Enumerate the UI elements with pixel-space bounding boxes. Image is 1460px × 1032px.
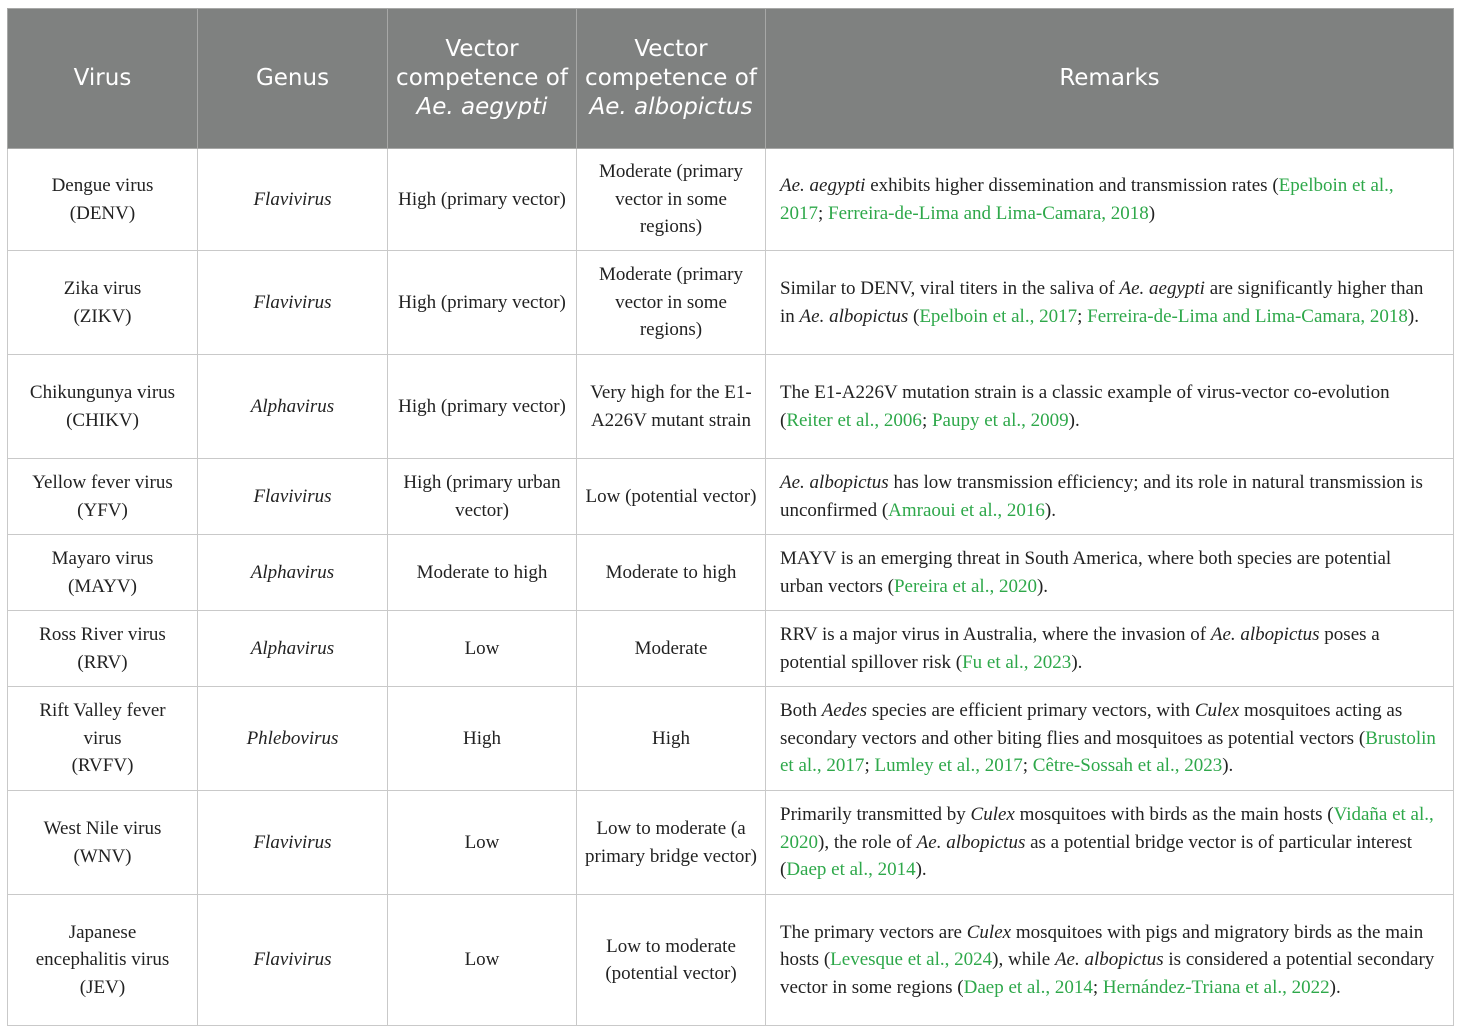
cell-aegypti-competence: Low — [388, 611, 577, 687]
cell-genus: Flavivirus — [198, 459, 388, 535]
cell-genus: Flavivirus — [198, 791, 388, 895]
citation-link[interactable]: Levesque et al., 2024 — [830, 949, 993, 971]
virus-name-line: Mayaro virus — [51, 548, 154, 569]
remark-text: ). — [1071, 651, 1083, 673]
citation-link[interactable]: Cêtre-Sossah et al., 2023 — [1032, 755, 1223, 777]
species-name: Ae. aegypti — [1119, 278, 1205, 299]
remark-text: as a potential bridge vector is of particular interest ( — [780, 831, 1413, 881]
table-row — [8, 611, 1454, 687]
citation-link[interactable]: Hernández-Triana et al., 2022 — [1102, 976, 1330, 998]
remark-text: ). — [1044, 499, 1056, 521]
citation-link[interactable]: Brustolin et al., 2017 — [780, 727, 1436, 777]
header-remarks: Remarks — [766, 9, 1454, 149]
remark-text: ; — [818, 202, 829, 224]
virus-name-line: (JEV) — [79, 976, 126, 998]
virus-name-line: virus — [83, 727, 122, 749]
virus-name-line: (RVFV) — [71, 755, 134, 777]
citation-link[interactable]: Pereira et al., 2020 — [893, 575, 1037, 597]
virus-name-line: (ZIKV) — [73, 305, 132, 327]
cell-albopictus-competence: Moderate to high — [577, 535, 766, 611]
virus-name-line: (YFV) — [77, 499, 128, 521]
cell-remarks — [766, 791, 1454, 895]
header-virus: Virus — [8, 9, 198, 149]
remark-text: ; — [1077, 305, 1088, 327]
cell-remarks — [766, 687, 1454, 791]
cell-genus: Alphavirus — [198, 611, 388, 687]
table-body — [8, 149, 1454, 1026]
remark-text: The primary vectors are — [780, 921, 967, 943]
remark-text: poses a potential spillover risk ( — [780, 624, 1380, 673]
remark-text: ; — [1092, 976, 1103, 998]
cell-aegypti-competence: Low — [388, 895, 577, 1026]
cell-virus — [8, 895, 198, 1026]
virus-name-line: Zika virus — [63, 278, 142, 299]
remark-text: ). — [1068, 409, 1080, 431]
remark-text: ), the role of — [818, 831, 917, 853]
header-albopictus-prefix: Vector competence of — [585, 36, 757, 91]
cell-aegypti-competence: High (primary vector) — [388, 251, 577, 355]
table-row — [8, 149, 1454, 251]
cell-genus: Flavivirus — [198, 149, 388, 251]
table-row — [8, 459, 1454, 535]
cell-remarks — [766, 459, 1454, 535]
cell-remarks — [766, 535, 1454, 611]
table-row — [8, 687, 1454, 791]
remark-text: ( — [908, 305, 920, 327]
remark-text: ) — [1148, 202, 1156, 224]
remark-text: ; — [1022, 755, 1033, 777]
remark-text: ; — [864, 755, 875, 777]
species-name: Culex — [966, 921, 1012, 943]
remark-text: is considered a potential secondary vector in some regions ( — [780, 949, 1435, 998]
virus-name-line: Rift Valley fever — [39, 700, 166, 722]
cell-virus — [8, 149, 198, 251]
header-albopictus-species: Ae. albopictus — [589, 94, 753, 120]
cell-remarks — [766, 611, 1454, 687]
remark-text: mosquitoes with birds as the main hosts ( — [1014, 804, 1334, 826]
species-name: Ae. albopictus — [780, 472, 889, 493]
remark-text: mosquitoes with pigs and migratory birds as the main hosts ( — [780, 921, 1424, 971]
header-albopictus-competence — [577, 9, 766, 149]
remark-text: mosquitoes acting as secondary vectors and other biting flies and mosquitoes as potential vectors ( — [780, 700, 1403, 749]
remark-text: The E1-A226V mutation strain is a classic example of virus-vector co-evolution ( — [780, 382, 1390, 431]
remark-text: Both — [780, 700, 822, 722]
citation-link[interactable]: Lumley et al., 2017 — [874, 755, 1023, 777]
citation-link[interactable]: Epelboin et al., 2017 — [919, 305, 1078, 327]
cell-virus — [8, 791, 198, 895]
virus-name-line: Ross River virus — [39, 624, 166, 645]
cell-virus — [8, 687, 198, 791]
vector-competence-table — [7, 8, 1454, 1026]
citation-link[interactable]: Paupy et al., 2009 — [931, 409, 1069, 431]
header-aegypti-prefix: Vector competence of — [396, 36, 568, 91]
cell-genus: Flavivirus — [198, 895, 388, 1026]
virus-name-line: (MAYV) — [68, 575, 137, 597]
virus-name-line: Japanese — [68, 921, 137, 943]
remark-text: ). — [1407, 305, 1419, 327]
cell-virus — [8, 459, 198, 535]
citation-link[interactable]: Daep et al., 2014 — [786, 859, 916, 881]
cell-aegypti-competence: Low — [388, 791, 577, 895]
table-row — [8, 355, 1454, 459]
remark-text: has low transmission efficiency; and its role in natural transmission is unconfirmed ( — [780, 472, 1423, 521]
cell-albopictus-competence: High — [577, 687, 766, 791]
header-genus: Genus — [198, 9, 388, 149]
cell-genus: Phlebovirus — [198, 687, 388, 791]
cell-virus — [8, 611, 198, 687]
cell-albopictus-competence: Low to moderate (a primary bridge vector) — [577, 791, 766, 895]
cell-virus — [8, 535, 198, 611]
species-name: Ae. albopictus — [1054, 949, 1164, 971]
cell-remarks — [766, 251, 1454, 355]
citation-link[interactable]: Daep et al., 2014 — [963, 976, 1093, 998]
remark-text: ). — [1329, 976, 1341, 998]
remark-text: exhibits higher dissemination and transmission rates ( — [865, 175, 1279, 196]
virus-name-line: West Nile virus — [43, 818, 162, 839]
remark-text: are significantly higher than in — [780, 278, 1424, 327]
cell-remarks — [766, 355, 1454, 459]
remark-text: MAYV is an emerging threat in South America, where both species are potential urban vectors ( — [780, 548, 1392, 597]
species-name: Culex — [1194, 700, 1240, 722]
header-aegypti-species: Ae. aegypti — [416, 94, 548, 120]
header-row — [8, 9, 1454, 149]
species-name: Ae. albopictus — [1210, 624, 1320, 645]
species-name: Culex — [970, 804, 1015, 826]
remark-text: ). — [1036, 575, 1049, 597]
species-name: Aedes — [821, 700, 868, 722]
virus-name-line: Dengue virus — [51, 175, 154, 196]
remark-text: ; — [921, 409, 932, 431]
cell-albopictus-competence: Low to moderate (potential vector) — [577, 895, 766, 1026]
cell-aegypti-competence: Moderate to high — [388, 535, 577, 611]
cell-albopictus-competence: Moderate (primary vector in some regions) — [577, 251, 766, 355]
citation-link[interactable]: Ferreira-de-Lima and Lima-Camara, 2018 — [828, 202, 1149, 224]
species-name: Ae. albopictus — [799, 305, 909, 327]
cell-genus: Alphavirus — [198, 355, 388, 459]
cell-aegypti-competence: High (primary vector) — [388, 149, 577, 251]
table-header — [8, 9, 1454, 149]
cell-aegypti-competence: High (primary urban vector) — [388, 459, 577, 535]
citation-link[interactable]: Ferreira-de-Lima and Lima-Camara, 2018 — [1087, 305, 1408, 327]
cell-aegypti-competence: High — [388, 687, 577, 791]
citation-link[interactable]: Amraoui et al., 2016 — [888, 499, 1045, 521]
cell-aegypti-competence: High (primary vector) — [388, 355, 577, 459]
cell-albopictus-competence: Moderate (primary vector in some regions) — [577, 149, 766, 251]
cell-albopictus-competence: Low (potential vector) — [577, 459, 766, 535]
table-row — [8, 791, 1454, 895]
remark-text: Primarily transmitted by — [780, 804, 971, 826]
cell-albopictus-competence: Moderate — [577, 611, 766, 687]
virus-name-line: (DENV) — [69, 202, 136, 224]
virus-name-line: Chikungunya virus — [29, 382, 176, 403]
cell-virus — [8, 251, 198, 355]
table-row — [8, 535, 1454, 611]
virus-name-line: (CHIKV) — [66, 409, 139, 431]
cell-albopictus-competence: Very high for the E1-A226V mutant strain — [577, 355, 766, 459]
virus-name-line: (WNV) — [73, 845, 132, 867]
citation-link[interactable]: Vidaña et al., 2020 — [780, 804, 1434, 853]
remark-text: ), while — [992, 949, 1055, 971]
remark-text: RRV is a major virus in Australia, where the invasion of — [780, 624, 1211, 645]
header-aegypti-competence — [388, 9, 577, 149]
cell-genus: Alphavirus — [198, 535, 388, 611]
remark-text: Similar to DENV, viral titers in the saliva of — [780, 278, 1120, 299]
citation-link[interactable]: Reiter et al., 2006 — [786, 409, 922, 431]
remark-text: ). — [1222, 755, 1234, 777]
cell-remarks — [766, 149, 1454, 251]
species-name: Ae. aegypti — [780, 175, 866, 196]
species-name: Ae. albopictus — [916, 831, 1026, 853]
remark-text: species are efficient primary vectors, with — [867, 700, 1195, 722]
virus-name-line: Yellow fever virus — [32, 472, 173, 493]
cell-remarks — [766, 895, 1454, 1026]
cell-genus: Flavivirus — [198, 251, 388, 355]
virus-name-line: (RRV) — [77, 651, 128, 673]
citation-link[interactable]: Epelboin et al., 2017 — [780, 175, 1394, 224]
table-row — [8, 251, 1454, 355]
remark-text: ). — [915, 859, 927, 881]
cell-virus — [8, 355, 198, 459]
table-row — [8, 895, 1454, 1026]
citation-link[interactable]: Fu et al., 2023 — [962, 651, 1072, 673]
virus-name-line: encephalitis virus — [35, 949, 170, 971]
